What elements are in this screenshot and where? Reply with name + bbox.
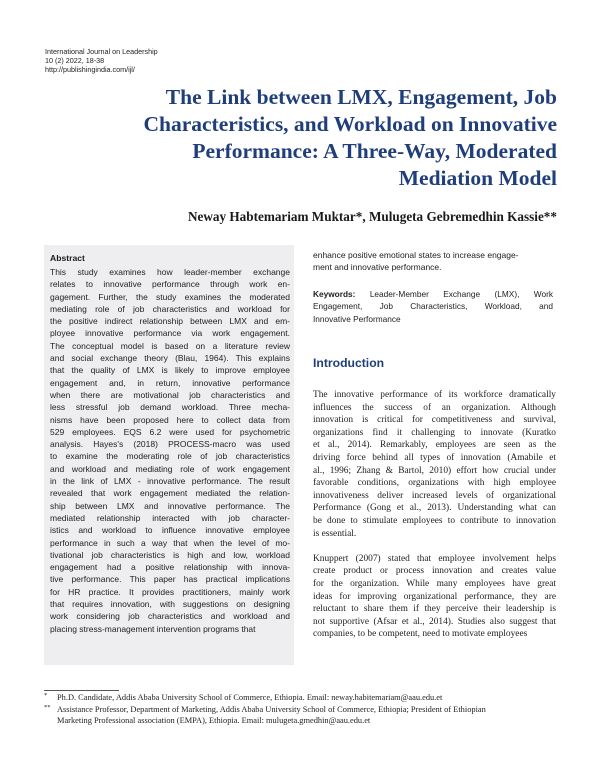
paragraph-line: The innovative performance of its workforce dramatically (313, 390, 556, 400)
abstract-line: when there are motivational job characteristics and (50, 389, 290, 400)
introduction-body (313, 389, 556, 641)
paragraph-line: be done to stimulate employees to contribute to innovation (313, 515, 556, 526)
journal-meta (45, 47, 158, 75)
abstract-line: gagement. Further, the study examines the moderated (50, 291, 290, 302)
abstract-line: and workload and mediating role of work engagement (50, 463, 290, 474)
paragraph-line: for the organization. While many employees have great (313, 578, 556, 589)
abstract-line: tivational job characteristics is high and low, workload (50, 549, 290, 560)
abstract-line: engagement and, in return, innovative performance (50, 377, 290, 388)
introduction-heading: Introduction (313, 356, 385, 370)
abstract-line: work considering job characteristics and workload and (50, 611, 290, 622)
footnote (44, 704, 564, 726)
abstract-line: This study examines how leader-member exchange (50, 267, 290, 277)
paragraph-line: companies, to be competent, need to motivate employees (313, 629, 528, 640)
journal-url[interactable]: http://publishingindia.com/ijl/ (45, 65, 135, 75)
paragraph-line: innovativeness deliver increased levels of organizational (313, 490, 556, 501)
paragraph-line: innovation is critical for competitiveness and survival, (313, 415, 556, 426)
footnote-line: Ph.D. Candidate, Addis Ababa University School of Commerce, Ethiopia. Email: neway.habitemariam@aau.edu.et (57, 693, 443, 702)
abstract-line: analysis. Hayes's (2018) PROCESS-macro was used (50, 439, 290, 450)
abstract-line: enhance positive emotional states to increase engage- (313, 250, 519, 260)
keywords (313, 288, 553, 325)
footnote-mark: ** (44, 704, 51, 711)
journal-issue: 10 (2) 2022, 18-38 (45, 56, 105, 66)
abstract-heading: Abstract (50, 253, 85, 263)
abstract-body (50, 266, 290, 635)
keywords-line: Leader-Member Exchange (LMX), Work (369, 289, 553, 299)
paragraph-line: al., 1996; Zhang & Bartol, 2010) effort how crucial under (313, 465, 556, 476)
title-line: Characteristics, and Workload on Innovative (143, 112, 557, 136)
paragraph-line: driving force behind all types of innovation (Amabile et (313, 452, 556, 463)
journal-name: International Journal on Leadership (45, 47, 158, 56)
paragraph-line: influences the success of an organization. Although (313, 402, 556, 413)
abstract-line: The conceptual model is based on a literature review (50, 340, 290, 351)
paragraph-line: et al., 2014). Remarkably, employees are seen as the (313, 440, 556, 451)
abstract-line: tive performance. This paper has practical implications (50, 574, 290, 585)
abstract-line: mediating role of job characteristics and workload for (50, 303, 290, 314)
paragraph (313, 553, 556, 641)
paragraph-line: ideas for improving organizational performance, they are (313, 591, 556, 602)
abstract-line: the positive indirect relationship between LMX and em- (50, 316, 290, 327)
paragraph (313, 389, 556, 540)
abstract-continued (313, 249, 553, 274)
abstract-line: to examine the moderating role of job characteristics (50, 451, 290, 462)
abstract-line: ment and innovative performance. (313, 262, 442, 273)
abstract-line: ployee innovative performance via work engagement. (50, 328, 290, 339)
abstract-line: engagement had a positive relationship with innova- (50, 562, 290, 573)
paragraph-line: is essential. (313, 528, 357, 539)
keywords-line: Innovative Performance (313, 313, 401, 324)
paragraph-line: organizations find it challenging to innovate (Kuratko (313, 427, 556, 438)
article-title (77, 84, 557, 192)
title-line: Mediation Model (398, 166, 557, 190)
footnote-line: Assistance Professor, Department of Marketing, Addis Ababa University School of Commerce, Ethiopia; President of Ethiopian (57, 705, 486, 714)
paragraph-line: favorable conditions, organizations with high employee (313, 478, 556, 489)
abstract-line: revealed that work engagement mediated the relation- (50, 488, 290, 499)
footnote (44, 692, 564, 703)
paragraph-line: not supportive (Afsar et al., 2014). Studies also suggest that (313, 616, 556, 627)
abstract-line: and social exchange theory (Blau, 1964). This explains (50, 353, 290, 364)
paragraph-line: Performance (Gong et al., 2013). Understanding what can (313, 503, 556, 514)
keywords-line: Engagement, Job Characteristics, Workload, and (313, 301, 553, 312)
abstract-line: istics and workload to influence innovative employee (50, 525, 290, 536)
footnote-mark: * (44, 692, 48, 699)
abstract-line: performance in such a way that when the level of mo- (50, 537, 290, 548)
paragraph-line: Knuppert (2007) stated that employee involvement helps (313, 553, 556, 564)
title-line: The Link between LMX, Engagement, Job (165, 85, 557, 109)
author-list: Neway Habtemariam Muktar*, Mulugeta Gebremedhin Kassie** (188, 209, 557, 224)
keywords-label: Keywords: (313, 289, 356, 299)
abstract-line: in the link of LMX - innovative performance. The result (50, 476, 290, 487)
footnotes (44, 692, 564, 726)
abstract-line: for HR practice. It provides practitioners, mainly work (50, 586, 290, 597)
footnote-divider (44, 690, 119, 691)
abstract-line: that requires innovation, with suggestions on designing (50, 599, 290, 610)
abstract-line: relates to innovative performance through work en- (50, 279, 290, 290)
abstract-line: less stressful job demand workload. Three mecha- (50, 402, 290, 413)
abstract-line: nisms have been proposed here to collect data from (50, 414, 290, 425)
footnote-line: Marketing Professional association (EMPA), Ethiopia. Email: mulugeta.gmedhin@aau.edu.et (57, 716, 371, 725)
paragraph-line: create product or process innovation and creates value (313, 566, 556, 577)
abstract-line: 529 employees. EQS 6.2 were used for psychometric (50, 426, 290, 437)
paragraph-line: reluctant to share them if they perceive their leadership is (313, 604, 556, 615)
title-line: Performance: A Three-Way, Moderated (192, 139, 557, 163)
abstract-line: that the quality of LMX is likely to improve employee (50, 365, 290, 376)
abstract-line: mediated relationship interacted with job character- (50, 512, 290, 523)
abstract-line: ship between LMX and innovative performance. The (50, 500, 290, 511)
abstract-line: placing stress-management intervention programs that (50, 623, 256, 634)
